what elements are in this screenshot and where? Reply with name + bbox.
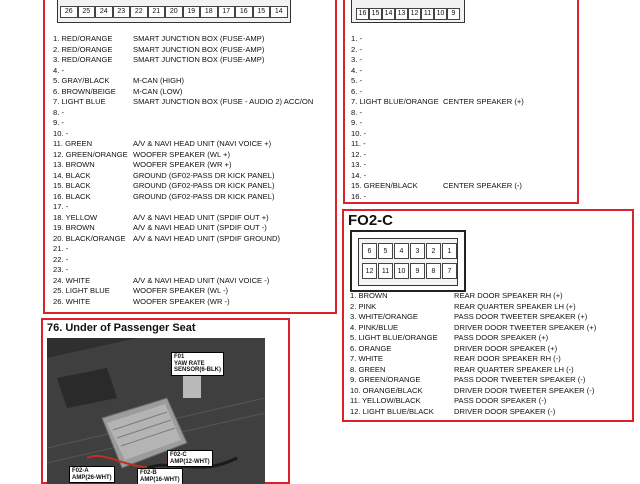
pin-wire-color: 14. BLACK <box>53 170 91 180</box>
pin-entry <box>53 223 313 234</box>
connector-pin: 9 <box>447 8 460 20</box>
pin-wire-color: 1. RED/ORANGE <box>53 34 113 43</box>
f02c-title: FO2-C <box>348 212 393 229</box>
connector-pin: 11 <box>378 263 393 279</box>
pin-entry <box>53 45 313 56</box>
pin-entry <box>53 286 313 297</box>
pin-circuit: WOOFER SPEAKER (WL -) <box>133 286 229 295</box>
pin-entry <box>53 213 313 224</box>
connector-pin: 14 <box>382 8 395 20</box>
pin-circuit: REAR QUARTER SPEAKER LH (-) <box>454 364 574 374</box>
pin-circuit: GROUND (GF02-PASS DR KICK PANEL) <box>133 191 275 201</box>
pin-circuit: A/V & NAVI HEAD UNIT (SPDIF OUT +) <box>133 212 269 222</box>
pin-wire-color: 14. - <box>351 170 367 180</box>
f02b-pin-list <box>351 34 524 202</box>
pin-entry <box>351 34 524 45</box>
pin-entry <box>351 181 524 192</box>
connector-pin: 2 <box>426 243 441 259</box>
connector-pin: 22 <box>130 6 148 18</box>
pin-entry <box>351 97 524 108</box>
f01-label-text: F01 YAW RATE SENSOR(6-BLK) <box>174 354 222 373</box>
pin-circuit: M-CAN (LOW) <box>133 86 183 96</box>
pin-circuit: SMART JUNCTION BOX (FUSE-AMP) <box>133 34 265 43</box>
f01-label <box>171 352 224 376</box>
pin-entry <box>351 139 524 150</box>
f02a-photo-label-text: F02-A AMP(26-WHT) <box>72 468 112 481</box>
pin-wire-color: 4. - <box>351 65 362 75</box>
connector-pin: 9 <box>410 263 425 279</box>
pin-wire-color: 9. - <box>53 118 64 127</box>
pin-wire-color: 10. - <box>53 128 69 138</box>
pin-wire-color: 7. WHITE <box>350 354 383 363</box>
pin-entry <box>351 87 524 98</box>
pin-wire-color: 9. - <box>351 118 362 127</box>
pin-circuit: A/V & NAVI HEAD UNIT (NAVI VOICE -) <box>133 275 270 285</box>
connector-pin: 15 <box>253 6 271 18</box>
pin-entry <box>351 118 524 129</box>
connector-pin: 11 <box>421 8 434 20</box>
pin-circuit: REAR DOOR SPEAKER RH (+) <box>454 291 563 300</box>
seat-photo-drawing <box>47 338 265 484</box>
pin-wire-color: 23. - <box>53 265 69 274</box>
pin-circuit: PASS DOOR SPEAKER (-) <box>454 396 547 405</box>
pin-wire-color: 6. BROWN/BEIGE <box>53 86 116 96</box>
connector-pin: 3 <box>410 243 425 259</box>
connector-pin: 1 <box>442 243 457 259</box>
pin-entry <box>53 160 313 171</box>
f02a-connector <box>57 0 291 23</box>
pin-circuit: A/V & NAVI HEAD UNIT (NAVI VOICE +) <box>133 139 272 148</box>
pin-circuit: PASS DOOR SPEAKER (+) <box>454 333 549 342</box>
pin-wire-color: 10. ORANGE/BLACK <box>350 385 423 395</box>
pin-entry <box>53 181 313 192</box>
pin-circuit: M-CAN (HIGH) <box>133 76 185 85</box>
connector-pin: 10 <box>434 8 447 20</box>
seat-panel <box>41 318 290 484</box>
f02c-pin-list <box>350 291 596 417</box>
pin-circuit: GROUND (GF02-PASS DR KICK PANEL) <box>133 170 275 180</box>
pin-entry <box>350 302 596 313</box>
pin-entry <box>350 344 596 355</box>
pin-circuit: SMART JUNCTION BOX (FUSE-AMP) <box>133 55 265 64</box>
pin-wire-color: 3. WHITE/ORANGE <box>350 312 418 321</box>
pin-circuit: GROUND (GF02-PASS DR KICK PANEL) <box>133 181 275 190</box>
f02b-panel <box>343 0 579 204</box>
pin-wire-color: 5. LIGHT BLUE/ORANGE <box>350 333 438 342</box>
pin-circuit: SMART JUNCTION BOX (FUSE-AMP) <box>133 44 265 54</box>
pin-wire-color: 15. BLACK <box>53 181 91 190</box>
connector-pin: 6 <box>362 243 377 259</box>
pin-entry <box>350 375 596 386</box>
f02c-photo-label-text: F02-C AMP(12-WHT) <box>170 452 210 465</box>
connector-pin: 17 <box>218 6 236 18</box>
pin-circuit: PASS DOOR TWEETER SPEAKER (+) <box>454 312 588 321</box>
pin-wire-color: 17. - <box>53 202 69 211</box>
pin-entry <box>351 108 524 119</box>
pin-entry <box>53 255 313 266</box>
connector-pin: 20 <box>165 6 183 18</box>
pin-circuit: DRIVER DOOR SPEAKER (-) <box>454 406 556 416</box>
f02c-connector <box>350 230 466 292</box>
f02a-photo-label <box>69 466 115 483</box>
pin-wire-color: 2. PINK <box>350 301 377 311</box>
pin-entry <box>351 129 524 140</box>
pin-entry <box>53 87 313 98</box>
pin-wire-color: 8. - <box>53 107 64 117</box>
pin-entry <box>350 396 596 407</box>
connector-pin: 5 <box>378 243 393 259</box>
pin-entry <box>351 45 524 56</box>
f02c-panel <box>342 209 634 422</box>
connector-pin: 23 <box>113 6 131 18</box>
pin-entry <box>350 323 596 334</box>
pin-wire-color: 13. BROWN <box>53 160 95 169</box>
pin-circuit: WOOFER SPEAKER (WL +) <box>133 149 230 159</box>
connector-pin: 16 <box>356 8 369 20</box>
pin-circuit: PASS DOOR TWEETER SPEAKER (-) <box>454 375 586 384</box>
connector-pin: 25 <box>78 6 96 18</box>
pin-wire-color: 11. - <box>351 139 366 148</box>
pin-wire-color: 12. - <box>351 149 367 159</box>
pin-entry <box>351 76 524 87</box>
f02c-pin-grid <box>358 238 458 286</box>
pin-wire-color: 26. WHITE <box>53 296 91 306</box>
pin-wire-color: 1. BROWN <box>350 291 388 300</box>
pin-entry <box>53 192 313 203</box>
pin-wire-color: 5. GRAY/BLACK <box>53 76 110 85</box>
pin-wire-color: 19. BROWN <box>53 223 95 232</box>
pin-wire-color: 16. - <box>351 191 367 201</box>
connector-pin: 12 <box>408 8 421 20</box>
pin-wire-color: 18. YELLOW <box>53 212 98 222</box>
pin-entry <box>351 150 524 161</box>
pin-entry <box>53 129 313 140</box>
pin-wire-color: 3. RED/ORANGE <box>53 55 113 64</box>
pin-entry <box>53 108 313 119</box>
f02a-panel <box>43 0 337 314</box>
pin-wire-color: 12. LIGHT BLUE/BLACK <box>350 406 434 416</box>
pin-circuit: DRIVER DOOR TWEETER SPEAKER (-) <box>454 385 595 395</box>
pin-circuit: A/V & NAVI HEAD UNIT (SPDIF GROUND) <box>133 233 280 243</box>
pin-entry <box>53 150 313 161</box>
pin-wire-color: 5. - <box>351 76 362 85</box>
f02b-photo-label <box>137 468 183 484</box>
pin-wire-color: 11. YELLOW/BLACK <box>350 396 421 405</box>
pin-entry <box>53 234 313 245</box>
pin-wire-color: 10. - <box>351 128 367 138</box>
pin-entry <box>53 76 313 87</box>
connector-pin: 19 <box>183 6 201 18</box>
pin-circuit: SMART JUNCTION BOX (FUSE - AUDIO 2) ACC/ON <box>133 97 314 106</box>
pin-entry <box>350 407 596 418</box>
connector-pin: 10 <box>394 263 409 279</box>
pin-wire-color: 15. GREEN/BLACK <box>351 181 418 190</box>
f02c-photo-label <box>167 450 213 467</box>
pin-circuit: DRIVER DOOR SPEAKER (+) <box>454 343 558 353</box>
pin-entry <box>350 312 596 323</box>
pin-circuit: REAR QUARTER SPEAKER LH (+) <box>454 301 576 311</box>
pin-entry <box>350 333 596 344</box>
pin-wire-color: 11. GREEN <box>53 139 93 148</box>
pin-wire-color: 7. LIGHT BLUE/ORANGE <box>351 97 439 106</box>
pin-entry <box>350 386 596 397</box>
pin-circuit: CENTER SPEAKER (-) <box>443 181 522 190</box>
pin-wire-color: 2. RED/ORANGE <box>53 44 113 54</box>
pin-entry <box>53 265 313 276</box>
pin-entry <box>350 291 596 302</box>
pin-entry <box>351 55 524 66</box>
seat-title: 76. Under of Passenger Seat <box>47 322 196 334</box>
pin-circuit: CENTER SPEAKER (+) <box>443 97 524 106</box>
f02b-connector <box>351 0 465 23</box>
connector-pin: 18 <box>200 6 218 18</box>
pin-wire-color: 4. - <box>53 65 64 75</box>
connector-pin: 24 <box>95 6 113 18</box>
pin-wire-color: 9. GREEN/ORANGE <box>350 375 421 384</box>
pin-wire-color: 16. BLACK <box>53 191 91 201</box>
pin-wire-color: 25. LIGHT BLUE <box>53 286 110 295</box>
pin-entry <box>53 244 313 255</box>
pin-wire-color: 4. PINK/BLUE <box>350 322 399 332</box>
pin-wire-color: 24. WHITE <box>53 275 91 285</box>
pin-circuit: DRIVER DOOR TWEETER SPEAKER (+) <box>454 322 597 332</box>
f02b-photo-label-text: F02-B AMP(16-WHT) <box>140 470 180 483</box>
pin-wire-color: 3. - <box>351 55 362 64</box>
pin-entry <box>351 171 524 182</box>
pin-entry <box>53 202 313 213</box>
pin-wire-color: 8. - <box>351 107 362 117</box>
connector-pin: 21 <box>148 6 166 18</box>
pin-wire-color: 1. - <box>351 34 362 43</box>
pin-wire-color: 7. LIGHT BLUE <box>53 97 106 106</box>
pin-entry <box>350 365 596 376</box>
pin-entry <box>53 297 313 308</box>
pin-wire-color: 22. - <box>53 254 69 264</box>
connector-pin: 14 <box>270 6 288 18</box>
pin-circuit: A/V & NAVI HEAD UNIT (SPDIF OUT -) <box>133 223 267 232</box>
connector-pin: 13 <box>395 8 408 20</box>
pin-entry <box>53 118 313 129</box>
pin-circuit: WOOFER SPEAKER (WR -) <box>133 296 230 306</box>
connector-pin: 7 <box>442 263 457 279</box>
pin-wire-color: 2. - <box>351 44 362 54</box>
pin-circuit: WOOFER SPEAKER (WR +) <box>133 160 232 169</box>
connector-pin: 8 <box>426 263 441 279</box>
pin-entry <box>53 171 313 182</box>
pin-wire-color: 21. - <box>53 244 69 253</box>
f02a-pin-list <box>53 34 313 307</box>
pin-entry <box>53 276 313 287</box>
pin-entry <box>351 66 524 77</box>
pin-entry <box>53 55 313 66</box>
connector-pin: 26 <box>60 6 78 18</box>
pin-entry <box>53 97 313 108</box>
connector-pin: 12 <box>362 263 377 279</box>
pin-entry <box>53 139 313 150</box>
pin-entry <box>351 160 524 171</box>
connector-pin: 16 <box>235 6 253 18</box>
seat-photo <box>47 338 265 484</box>
pin-entry <box>351 192 524 203</box>
pin-wire-color: 12. GREEN/ORANGE <box>53 149 128 159</box>
pin-wire-color: 6. - <box>351 86 362 96</box>
pin-circuit: REAR DOOR SPEAKER RH (-) <box>454 354 561 363</box>
pin-wire-color: 20. BLACK/ORANGE <box>53 233 126 243</box>
pin-entry <box>350 354 596 365</box>
pin-wire-color: 6. ORANGE <box>350 343 392 353</box>
connector-pin: 4 <box>394 243 409 259</box>
pin-wire-color: 8. GREEN <box>350 364 386 374</box>
pin-wire-color: 13. - <box>351 160 367 169</box>
pin-entry <box>53 66 313 77</box>
connector-pin: 15 <box>369 8 382 20</box>
pin-entry <box>53 34 313 45</box>
